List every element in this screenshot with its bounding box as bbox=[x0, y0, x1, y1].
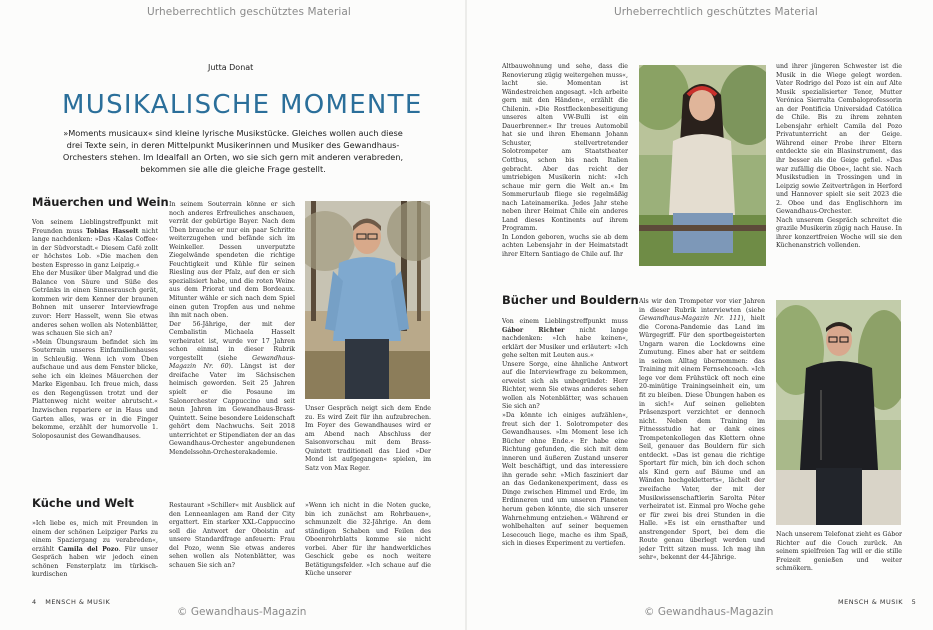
page-number-right: 5 bbox=[911, 598, 917, 606]
folio-label-right: MENSCH & MUSIK bbox=[838, 598, 904, 606]
body-column-1: Von seinem Lieblingstreffpunkt mit Freunden muss Tobias Hasselt nicht lange nachdenken: »Das ›Kalas Coffee‹ in der Südvorstadt.« Diesem Café zollt er höchstes Lob. »Die machen den besten Espresso in ganz Leipzig.« Ehe der Musiker über Malgrad und die Balance von Säure und Süße des Getränks in einen Sinnesrausch gerät, kommen wir dem Kenner der braunen Bohnen mit unserer Interviewfrage zuvor: Herr Hasselt, wenn Sie etwas anderes sehen wollen als Notenblätter, was schauen Sie sich an? »Mein Übungsraum befindet sich im Souterrain unseres Einfamilienhauses in Schleußig. Wenn ich vom Üben aufschaue und aus dem Fenster blicke, sehe ich ein kleines Mäuerchen der Marke Eigenbau. Ich freue mich, dass es den Regengüssen trotzt und der Plattenweg nicht weiter abrutscht.« Inzwischen repariere er in Haus und Garten alles, was er in die Finger bekomme, erzählt der humorvolle 1. Soloposaunist des Gewandhauses. bbox=[32, 219, 158, 440]
watermark-right: Urheberrechtlich geschütztes Material bbox=[614, 6, 818, 18]
body-column-2-kueche: Restaurant »Schiller« mit Ausblick auf den Lenneanlagen am Rand der City ergattert. Ein starker XXL-Cappuccino soll die Antwort der Oboistin auf unsere Standardfrage anfeuern: Frau del Pozo, wenn Sie etwas anderes sehen wollen als Notenblätter, was schauen Sie sich an? bbox=[169, 502, 295, 569]
article-title: MUSIKALISCHE MOMENTE bbox=[62, 90, 423, 120]
folio-left bbox=[32, 598, 110, 606]
body-column-4: Altbauwohnung und sehe, dass die Renovierung zügig weitergehen muss«, lacht sie. Momentan ist Wändestreichen angesagt. »Ich arbeite gern mit den Händen«, erzählt die Chilenin. »Die Rostfleckenbeseitigung unseres alten VW-Bulli ist ein Dauerbrenner.« Ihr treues Automobil hat sie und ihren Ehemann Johann Schuster, stellvertretender Solotrompeter am Staatstheater Cottbus, schon bis nach Italien gebracht. Aber das reicht der umtriebigen Musikerin nicht: »Ich schaue mir gern die Welt an.« Im Sommerurlaub fliege sie regelmäßig nach Lateinamerika. Jedes Jahr stehe neben ihrer Heimat Chile ein anderes Land dieses Kontinents auf ihrem Programm. In London geboren, wuchs sie ab dem achten Lebensjahr in der Heimatstadt ihrer Eltern Santiago de Chile auf. Ihr bbox=[502, 63, 628, 259]
section-heading-buecher: Bücher und Bouldern bbox=[502, 293, 639, 307]
photo-man-blue-shirt bbox=[305, 201, 430, 399]
body-column-8: Nach unserem Telefonat zieht es Gábor Richter auf die Couch zurück. An seinem spielfreien Tag will er die stille Freizeit genießen und weiter schmökern. bbox=[776, 531, 902, 573]
photo-caption-column: Unser Gespräch neigt sich dem Ende zu. Es wird Zeit für ihn aufzubrechen. Im Foyer des Gewandhauses wird er am Abend nach Abschluss der Saisonvorschau mit dem Brass-Quintett traditionell das Lied »Der Mond ist aufgegangen« spielen, im Satz von Max Reger. bbox=[305, 405, 431, 472]
folio-label-left: MENSCH & MUSIK bbox=[45, 598, 111, 606]
author-name: Jutta Donat bbox=[208, 63, 254, 72]
body-column-1-kueche: »Ich liebe es, mich mit Freunden in einem der schönen Leipziger Parks zu einem Spaziergang zu verabreden«, erzählt Camila del Pozo. Für unser Gespräch haben wir jedoch einen schönen Fensterplatz im türkisch-kurdischen bbox=[32, 520, 158, 579]
body-column-7: Als wir den Trompeter vor vier Jahren in dieser Rubrik interviewten (siehe Gewandhaus-Magazin Nr. 111), hielt die Corona-Pandemie das Land im Würgegriff. Für den sportbegeisterten Ungarn waren die Lockdowns eine Zumutung. Eines aber hat er seitdem in seinen Alltag übernommen: das Training mit einem Fernsehcoach. »Ich lege vor dem Frühstück oft noch eine 20-minütige Trainingseinheit ein, um fit zu bleiben. Diese Übungen haben es in sich!« Auf seinen geliebten Präsenzsport verzichtet er dennoch nicht. Neben dem Training im Fitnessstudio hat er dank eines Trompetenkollegen das Klettern ohne Seil, genauer das Bouldern für sich entdeckt. »Das ist genau die richtige Sportart für mich, bin ich doch schon als Kind gern auf Bäume und an Wänden hochgekletterts«, lächelt der zweifache Vater, der mit der Musikwissenschaftlerin Sarolta Péter verheiratet ist. Einmal pro Woche gehe er für zwei bis drei Stunden in die Halle. »Es ist ein ernsthafter und anstrengender Sport, bei dem die Route genau überlegt werden und jeder Tritt sitzen muss. Ich mag ihn sehr«, bekennt der 44-Jährige. bbox=[639, 298, 765, 562]
copyright-right: © Gewandhaus-Magazin bbox=[644, 606, 774, 618]
photo-woman-red-headband bbox=[639, 65, 766, 266]
body-column-3-kueche: »Wenn ich nicht in die Noten gucke, bin ich zunächst am Rohrbauen«, schmunzelt die 32-Jährige. An dem ständigen Schaben und Feilen des Oboenrohrblatts komme sie nicht vorbei. Aber für ihr handwerkliches Geschick gebe es noch weitere Betätigungsfelder. »Ich schaue auf die Küche unserer bbox=[305, 502, 431, 578]
folio-right bbox=[838, 598, 916, 606]
copyright-left: © Gewandhaus-Magazin bbox=[177, 606, 307, 618]
body-column-2: In seinem Souterrain könne er sich noch anderes Erfreuliches anschauen, verrät der gebürtige Bayer. Nach dem Üben brauche er nur ein paar Schritte weiterzugehen und befände sich im Weinkeller. Dessen unverputzte Ziegelwände spendeten die richtige Feuchtigkeit und Kühle für seinen Riesling aus der Pfalz, auf den er sich spezialisiert habe, und die roten Weine aus dem Priorat und dem Bordeaux. Mitunter wähle er sich nach dem Spiel einen guten Tropfen aus und nehme ihn mit nach oben. Der 56-Jährige, der mit der Cembalistin Michaela Hasselt verheiratet ist, wurde vor 17 Jahren schon einmal in dieser Rubrik vorgestellt (siehe Gewandhaus-Magazin Nr. 60). Längst ist der dreifache Vater im Sächsischen heimisch geworden. Seit 25 Jahren spielt er die Posaune im Salonorchester Cappuccino und seit neun Jahren im Gewandhaus-Brass-Quintett. Seine besondere Leidenschaft gehört dem Nachwuchs. Seit 2018 unterrichtet er Stipendiaten der an das Gewandhaus-Orchester angebundenen Mendelssohn-Orchesterakademie. bbox=[169, 201, 295, 456]
page-number-left: 4 bbox=[32, 598, 37, 606]
page-gutter bbox=[465, 0, 467, 630]
body-column-5: und ihrer jüngeren Schwester ist die Musik in die Wiege gelegt worden. Vater Rodrigo del Pozo ist ein auf Alte Musik spezialisierter Tenor, Mutter Verónica Sierralta Cembaloprofessorin an der Pontificia Universidad Católica de Chile. Bis zu ihrem zehnten Lebensjahr erhielt Camila del Pozo Privatunterricht an der Geige. Während einer Probe ihrer Eltern entdeckte sie ein Blasinstrument, das ihr besser als die Geige gefiel. »Das war zufällig die Oboe«, lacht sie. Nach Musikstudien in Trossingen und in Leipzig sowie Zeitverträgen in Herford und Hannover spielt sie seit 2023 die 2. Oboe und das Englischhorn im Gewandhaus-Orchester. Nach unserem Gespräch schreitet die grazile Musikerin zügig nach Hause. In ihrer konzertfreien Woche will sie den Küchenanstrich vollenden. bbox=[776, 63, 902, 250]
section-heading-maeuerchen: Mäuerchen und Wein bbox=[32, 195, 169, 209]
section-heading-kueche: Küche und Welt bbox=[32, 496, 134, 510]
watermark-left: Urheberrechtlich geschütztes Material bbox=[147, 6, 351, 18]
body-column-6: Von einem Lieblingstreffpunkt muss Gábor Richter nicht lange nachdenken: »Ich habe keinen«, erklärt der Musiker und erläutert: »Ich gehe selten mit Leuten aus.« Unsere Sorge, eine ähnliche Antwort auf die Interviewfrage zu bekommen, erweist sich als unbegründet: Herr Richter, wenn Sie etwas anderes sehen wollen als Notenblätter, was schauen Sie sich an? »Da könnte ich einiges aufzählen«, freut sich der 1. Solotrompeter des Gewandhauses. »Im Moment lese ich Bücher ohne Ende.« Er habe eine Richtung gefunden, die sich mit dem inneren und äußeren Zustand unserer Welt beschäftigt, und das interessiere ihn gerade sehr. »Mich fasziniert dar an das Gedankenexperiment, dass es Dinge zwischen Himmel und Erde, im Erdinneren und um unseren Planeten herum geben könnte, die sich unserer Wahrnehmung entziehen.« Während er wohlbehalten auf seiner bequemen Lesecouch liege, mache es ihm Spaß, sich in dieses Experiment zu vertiefen. bbox=[502, 318, 628, 548]
article-lead: »Moments musicaux« sind kleine lyrische Musikstücke. Gleiches wollen auch diese drei Texte sein, in deren Mittelpunkt Musikerinnen und Musiker des Gewandhaus-Orchesters stehen. Im Idealfall an Orten, wo sie sich gern mit anderen verabreden, bekommen sie alle die gleiche Frage gestellt. bbox=[62, 128, 404, 174]
photo-man-black-jacket bbox=[776, 300, 901, 525]
